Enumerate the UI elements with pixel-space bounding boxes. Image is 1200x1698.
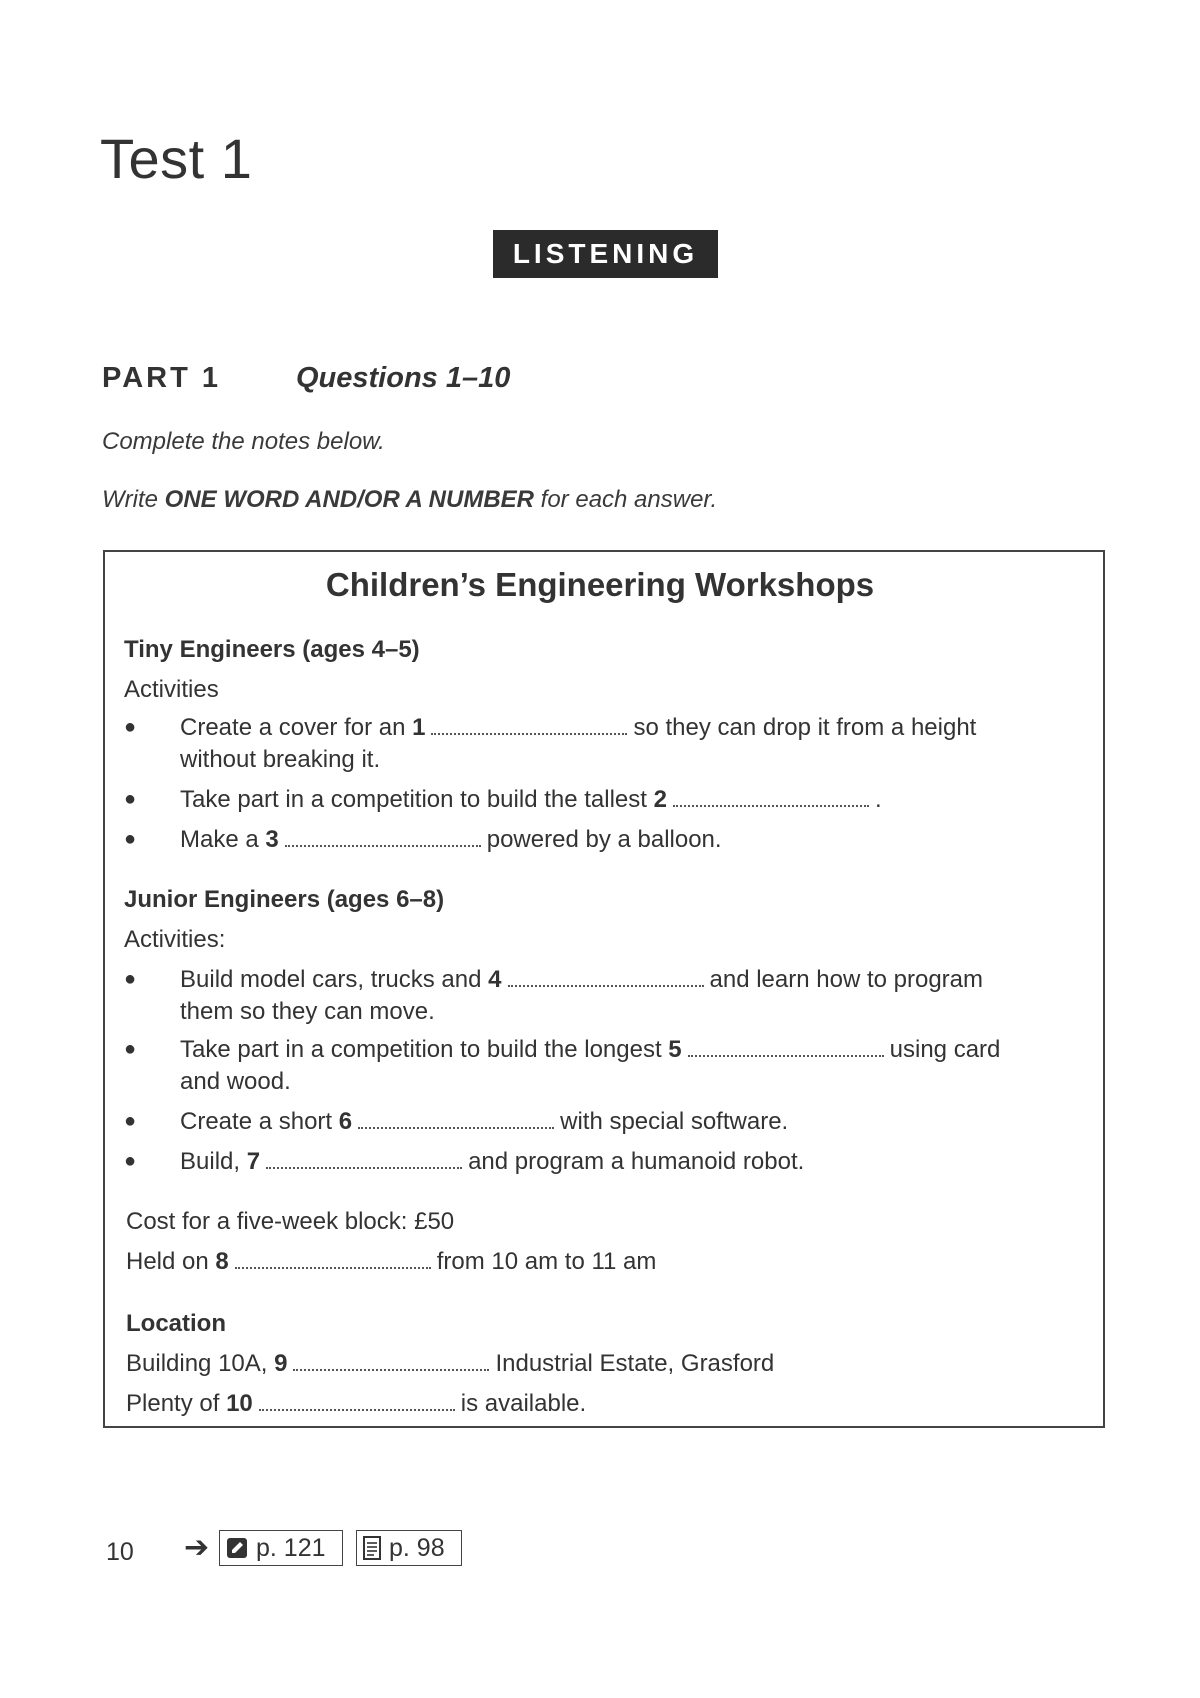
junior-activity-2 — [180, 1036, 1000, 1064]
tiny-activity-1-continued: without breaking it. — [180, 746, 381, 773]
tiny-subheading: Activities — [124, 676, 219, 703]
test-title: Test 1 — [100, 127, 253, 190]
held-on-text: Held on — [126, 1248, 216, 1275]
junior-activity-2-text: Take part in a competition to build the longest — [180, 1036, 669, 1063]
junior-activity-4-after: and program a humanoid robot. — [468, 1148, 805, 1175]
question-10-number: 10 — [226, 1390, 253, 1417]
question-5-number: 5 — [668, 1036, 682, 1063]
location-line-1-text: Building 10A, — [126, 1350, 275, 1377]
document-icon — [363, 1536, 381, 1560]
location-line-2 — [126, 1390, 586, 1418]
question-3-number: 3 — [265, 826, 279, 853]
junior-activity-1-after: and learn how to program — [709, 966, 983, 993]
answer-gap-7[interactable] — [266, 1165, 462, 1169]
location-line-2-after: is available. — [460, 1390, 587, 1417]
answer-key-page: p. 121 — [256, 1533, 326, 1562]
questions-range: Questions 1–10 — [296, 362, 511, 394]
tiny-activity-3-text: Make a — [180, 826, 266, 853]
transcript-reference[interactable] — [356, 1530, 462, 1566]
answer-key-reference[interactable] — [219, 1530, 343, 1566]
junior-activity-1-continued: them so they can move. — [180, 998, 435, 1025]
junior-activity-4 — [180, 1148, 804, 1176]
question-4-number: 4 — [488, 966, 502, 993]
answer-gap-5[interactable] — [688, 1053, 884, 1057]
instruction-write-pre: Write — [102, 486, 165, 513]
bullet-icon: ● — [124, 716, 137, 738]
tiny-heading: Tiny Engineers (ages 4–5) — [124, 636, 420, 663]
tiny-activity-3 — [180, 826, 722, 854]
tiny-activity-2-after: . — [874, 786, 882, 813]
question-1-number: 1 — [412, 714, 426, 741]
junior-activity-3-text: Create a short — [180, 1108, 339, 1135]
bullet-icon: ● — [124, 1150, 137, 1172]
bullet-icon: ● — [124, 828, 137, 850]
held-on-line — [126, 1248, 656, 1276]
section-badge: LISTENING — [493, 230, 718, 278]
tiny-activity-3-after: powered by a balloon. — [486, 826, 722, 853]
answer-gap-3[interactable] — [285, 843, 481, 847]
notes-title: Children’s Engineering Workshops — [325, 566, 875, 603]
answer-gap-8[interactable] — [235, 1265, 431, 1269]
tiny-activity-2-text: Take part in a competition to build the tallest — [180, 786, 654, 813]
question-7-number: 7 — [246, 1148, 261, 1175]
question-9-number: 9 — [274, 1350, 288, 1377]
tiny-activity-1-after: so they can drop it from a height — [633, 714, 977, 741]
bullet-icon: ● — [124, 968, 137, 990]
question-2-number: 2 — [653, 786, 667, 813]
bullet-icon: ● — [124, 1110, 137, 1132]
junior-activity-2-after: using card — [889, 1036, 1001, 1063]
answer-gap-4[interactable] — [508, 983, 704, 987]
pencil-square-icon — [226, 1537, 248, 1559]
part-label: PART 1 — [102, 362, 221, 394]
location-line-1-after: Industrial Estate, Grasford — [495, 1350, 775, 1377]
bullet-icon: ● — [124, 1038, 137, 1060]
question-6-number: 6 — [338, 1108, 353, 1135]
instruction-write — [102, 486, 717, 514]
tiny-activity-1 — [180, 714, 976, 742]
answer-gap-9[interactable] — [293, 1367, 489, 1371]
location-heading: Location — [126, 1310, 226, 1337]
junior-activity-3-after: with special software. — [560, 1108, 789, 1135]
instruction-complete: Complete the notes below. — [102, 428, 385, 455]
junior-heading: Junior Engineers (ages 6–8) — [124, 886, 445, 913]
transcript-page: p. 98 — [389, 1533, 445, 1562]
junior-activity-4-text: Build, — [180, 1148, 247, 1175]
cost-text: Cost for a five-week block: £50 — [126, 1208, 455, 1235]
junior-activity-1-text: Build model cars, trucks and — [180, 966, 489, 993]
held-on-after: from 10 am to 11 am — [436, 1248, 657, 1275]
answer-gap-10[interactable] — [259, 1407, 455, 1411]
junior-activity-2-continued: and wood. — [180, 1068, 291, 1095]
location-line-2-text: Plenty of — [126, 1390, 227, 1417]
junior-subheading: Activities: — [124, 926, 226, 953]
answer-gap-2[interactable] — [673, 803, 869, 807]
bullet-icon: ● — [124, 788, 137, 810]
page-number: 10 — [106, 1538, 134, 1566]
answer-gap-6[interactable] — [358, 1125, 554, 1129]
answer-gap-1[interactable] — [431, 731, 627, 735]
tiny-activity-1-text: Create a cover for an — [180, 714, 413, 741]
question-8-number: 8 — [215, 1248, 229, 1275]
junior-activity-1 — [180, 966, 983, 994]
location-line-1 — [126, 1350, 774, 1378]
instruction-write-post: for each answer. — [534, 486, 718, 513]
junior-activity-3 — [180, 1108, 788, 1136]
instruction-word-limit: ONE WORD AND/OR A NUMBER — [164, 486, 534, 513]
right-arrow-icon: ➔ — [184, 1531, 210, 1564]
tiny-activity-2 — [180, 786, 882, 814]
